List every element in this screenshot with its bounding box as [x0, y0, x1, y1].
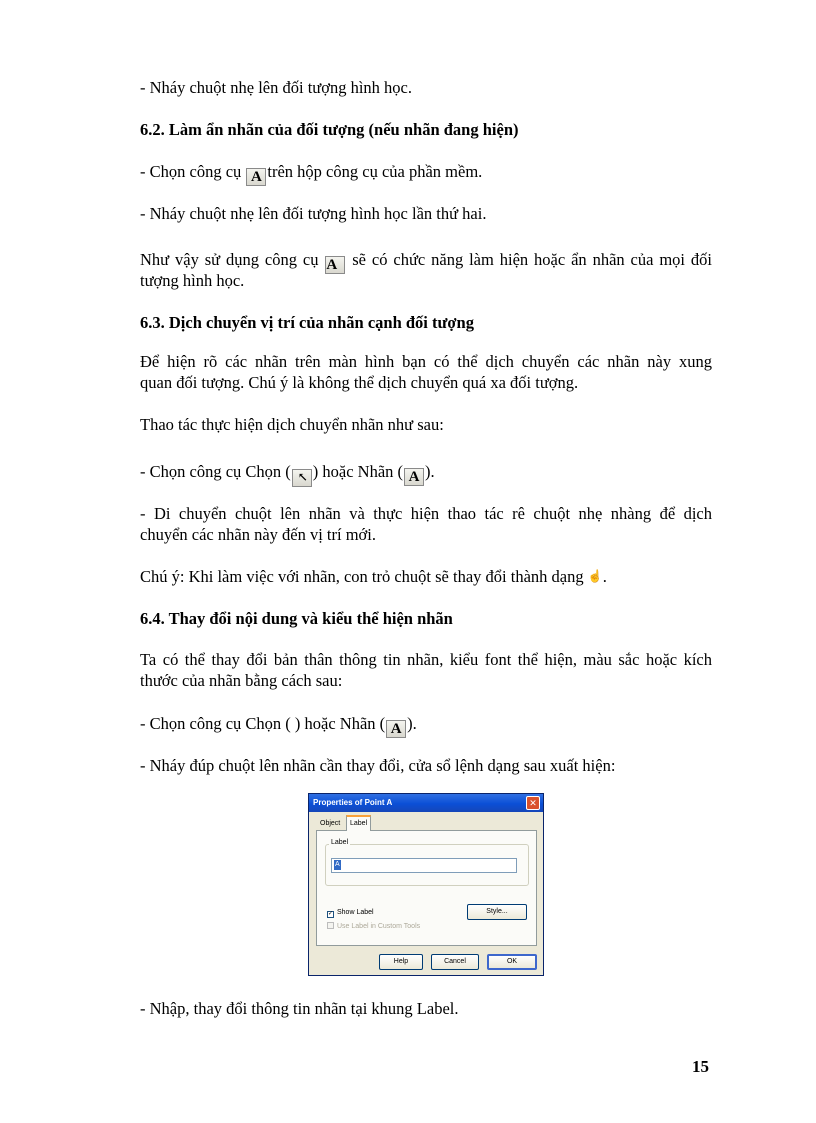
label-tool-icon: A	[386, 720, 406, 738]
label-tool-icon: A	[246, 168, 266, 186]
label-input[interactable]	[331, 858, 517, 873]
paragraph-line	[140, 713, 712, 738]
help-button[interactable]: Help	[379, 954, 423, 970]
close-icon[interactable]: ✕	[526, 796, 540, 810]
label-tool-icon: A	[325, 256, 345, 274]
paragraph-line: tượng hình học.	[140, 271, 245, 290]
text-span: - Chọn công cụ Chọn ( ) hoặc Nhãn (	[140, 714, 386, 733]
paragraph-line	[140, 161, 712, 186]
section-heading-6-4: 6.4. Thay đổi nội dung và kiểu thể hiện nhãn	[140, 609, 453, 628]
paragraph-line	[140, 566, 712, 587]
paragraph-line: - Nháy chuột nhẹ lên đối tượng hình học lần thứ hai.	[140, 204, 487, 223]
text-span: - Chọn công cụ Chọn (	[140, 462, 291, 481]
checkbox-disabled-icon	[327, 922, 334, 929]
paragraph-line: Thao tác thực hiện dịch chuyển nhãn như sau:	[140, 415, 444, 434]
dialog-title: Properties of Point A	[309, 794, 543, 812]
cancel-button[interactable]: Cancel	[431, 954, 479, 970]
page-number: 15	[692, 1057, 709, 1076]
paragraph-line: - Nhập, thay đổi thông tin nhãn tại khung Label.	[140, 999, 459, 1018]
custom-tools-checkbox	[327, 922, 420, 932]
label-tool-icon: A	[404, 468, 424, 486]
tab-object[interactable]: Object	[320, 820, 341, 827]
text-span: Chú ý: Khi làm việc với nhãn, con trỏ chuột sẽ thay đổi thành dạng	[140, 567, 588, 586]
properties-dialog	[308, 793, 544, 976]
text-span: ) hoặc Nhãn (	[312, 462, 404, 481]
ok-button[interactable]: OK	[487, 954, 537, 970]
show-label-text: Show Label	[337, 909, 374, 916]
text-span: sẽ có chức năng làm hiện hoặc ẩn nhãn của mọi đối	[346, 250, 712, 269]
text-span: .	[602, 567, 607, 586]
custom-tools-text: Use Label in Custom Tools	[337, 923, 421, 930]
paragraph-line: - Nháy đúp chuột lên nhãn cần thay đổi, cửa sổ lệnh dạng sau xuất hiện:	[140, 756, 616, 775]
tab-label[interactable]: Label	[346, 815, 371, 831]
label-group-title: Label	[331, 839, 349, 846]
text-span: ).	[425, 462, 435, 481]
text-span: trên hộp công cụ của phần mềm.	[267, 162, 483, 181]
paragraph-line: Để hiện rõ các nhãn trên màn hình bạn có thể dịch chuyển các nhãn này xung	[140, 352, 712, 371]
select-tool-icon: ↖	[292, 469, 312, 487]
text-span: Như vậy sử dụng công cụ	[140, 250, 325, 269]
section-heading-6-2: 6.2. Làm ẩn nhãn của đối tượng (nếu nhãn đang hiện)	[140, 120, 519, 139]
style-button[interactable]: Style...	[467, 904, 527, 920]
section-heading-6-3: 6.3. Dịch chuyển vị trí của nhãn cạnh đối tượng	[140, 313, 474, 332]
hand-cursor-icon: ☝	[587, 569, 603, 583]
paragraph-line: chuyển các nhãn này đến vị trí mới.	[140, 525, 376, 544]
checkbox-checked-icon: ✓	[328, 911, 334, 917]
paragraph-line: quan đối tượng. Chú ý là không thể dịch chuyển quá xa đối tượng.	[140, 373, 579, 392]
paragraph-line: - Di chuyển chuột lên nhãn và thực hiện thao tác rê chuột nhẹ nhàng để dịch	[140, 504, 712, 523]
paragraph-line: thước của nhãn bằng cách sau:	[140, 671, 343, 690]
label-input-value: A	[335, 861, 340, 868]
show-label-checkbox[interactable]	[327, 908, 374, 918]
text-span: - Chọn công cụ	[140, 162, 246, 181]
paragraph-line	[140, 461, 712, 487]
text-span: ).	[407, 714, 417, 733]
paragraph-line: Ta có thể thay đổi bản thân thông tin nhãn, kiểu font thể hiện, màu sắc hoặc kích	[140, 650, 712, 669]
paragraph-line: - Nháy chuột nhẹ lên đối tượng hình học.	[140, 78, 412, 97]
